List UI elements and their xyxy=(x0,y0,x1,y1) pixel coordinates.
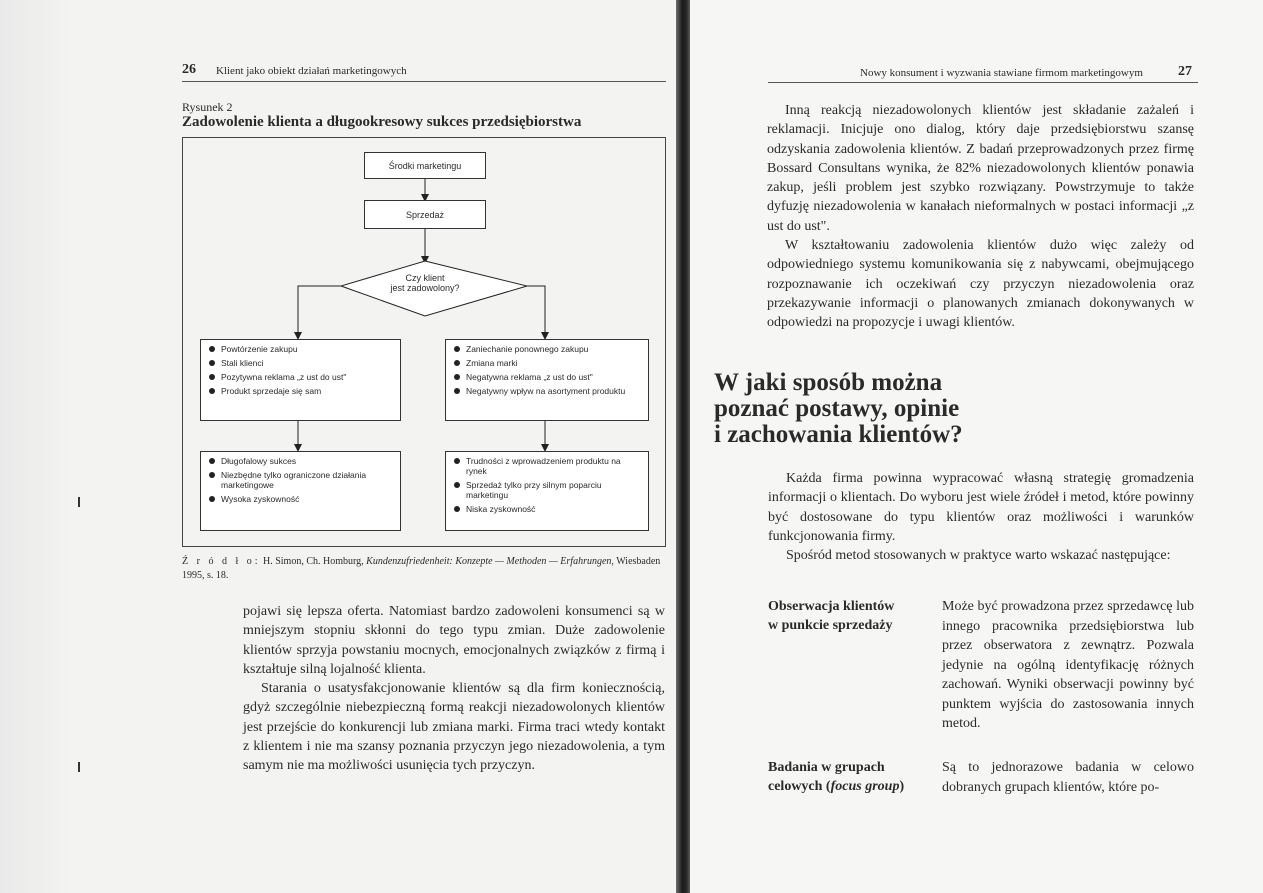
header-rule xyxy=(768,82,1198,83)
heading-line: W jaki sposób można xyxy=(714,369,943,396)
right-page xyxy=(690,0,1263,893)
list-item: Produkt sprzedaje się sam xyxy=(207,386,394,396)
figure-source xyxy=(182,555,666,583)
term-line: w punkcie sprzedaży xyxy=(768,618,893,633)
list-item: Powtórzenie zakupu xyxy=(207,344,394,354)
paragraph: Spośród metod stosowanych w praktyce warto wskazać następujące: xyxy=(786,548,1171,564)
left-page-number: 26 xyxy=(182,62,196,77)
paragraph: W kształtowaniu zadowolenia klientów dużo więc zależy od odpowiedniego systemu komunikowania się z nabywcami, obejmującego rozpoznawanie ich oczekiwań czy przyczyn niezadowolenia oraz przekazywanie informacji o planowanych zmianach dokonywanych w odpowiedzi na propozycje i uwagi klientów. xyxy=(767,238,1194,331)
decision-label xyxy=(371,273,479,293)
margin-mark xyxy=(78,497,80,507)
left-body-text xyxy=(243,602,665,776)
list-item: Zaniechanie ponownego zakupu xyxy=(452,344,642,354)
box-satisfied-effects xyxy=(200,339,401,421)
figure-label: Rysunek 2 xyxy=(182,100,233,114)
heading-line: poznać postawy, opinie xyxy=(714,395,960,422)
term-line xyxy=(768,777,943,796)
list-item: Długofalowy sukces xyxy=(207,456,394,466)
method-term-focus-group xyxy=(768,758,943,796)
page-edge-shadow xyxy=(0,0,70,893)
term-line: Badania w grupach xyxy=(768,760,885,775)
paragraph: Starania o usatysfakcjonowanie klientów są dla firm koniecznością, gdyż szczególnie niebezpieczną formą reakcji niezadowolonych klientów jest przejście do konkurencji lub zmiana marki. Firma traci wtedy kontakt z klientem i nie ma szansy poznania przyczyn jego niezadowolenia, a tym samym nie ma możliwości usunięcia tych przyczyn. xyxy=(243,681,665,774)
heading-line: i zachowania klientów? xyxy=(714,421,963,448)
method-desc-observation: Może być prowadzona przez sprzedawcę lub innego pracownika przedsiębiorstwa lub przez obserwatora z zewnątrz. Pozwala jedynie na ogólną identyfikację różnych zachowań. Wyniki obserwacji powinny być punktem wyjścia do zastosowania innych metod. xyxy=(942,599,1194,731)
list-item: Wysoka zyskowność xyxy=(207,494,394,504)
decision-line-1: Czy klient xyxy=(405,273,445,283)
margin-mark xyxy=(78,762,80,772)
right-page-number: 27 xyxy=(1178,64,1192,79)
term-part: ) xyxy=(899,779,905,794)
source-label: Ź r ó d ł o: xyxy=(182,556,261,567)
decision-line-2: jest zadowolony? xyxy=(390,283,460,293)
paragraph: Inną reakcją niezadowolonych klientów jest składanie zażaleń i reklamacji. Inicjuje ono dialog, który daje przedsiębiorstwu szansę odzyskania zadowolenia klientów. Z badań przeprowadzonych przez firmę Bossard Consultans wynika, że 82% niezadowolonych klientów ponawia zakup, jeśli problem jest szybko rozwiązany. Powstrzymuje to także dyfuzję niezadowolenia w kanałach nieformalnych w postaci informacji „z ust do ust". xyxy=(767,103,1194,234)
list-item: Negatywny wpływ na asortyment produktu xyxy=(452,386,642,396)
paragraph: Każda firma powinna wypracować własną strategię gromadzenia informacji o klientach. Do wyboru jest wiele źródeł i metod, które powinny być dostosowane do typu klientów oraz możliwości i warunków funkcjonowania firmy. xyxy=(768,471,1194,544)
list-item: Negatywna reklama „z ust do ust" xyxy=(452,372,642,382)
list-item: Zmiana marki xyxy=(452,358,642,368)
term-part: celowych ( xyxy=(768,779,831,794)
source-place: Wiesbaden 1995, s. 18. xyxy=(182,556,661,581)
arrow-decision-yes xyxy=(298,286,341,336)
term-line: Obserwacja klientów xyxy=(768,599,895,614)
node-sales: Sprzedaż xyxy=(364,200,486,229)
box-dissatisfied-outcomes xyxy=(445,451,649,531)
right-running-title: Nowy konsument i wyzwania stawiane firmom marketingowym xyxy=(860,67,1143,79)
source-title: Kundenzufriedenheit: Konzepte — Methoden — Erfahrungen, xyxy=(366,556,614,567)
figure-title: Zadowolenie klienta a długookresowy sukces przedsiębiorstwa xyxy=(182,114,582,130)
section-heading xyxy=(714,370,1074,448)
method-desc-focus-group: Są to jednorazowe badania w celowo dobranych grupach klientów, które po- xyxy=(942,760,1194,795)
arrow-decision-no xyxy=(527,286,545,336)
box-dissatisfied-effects xyxy=(445,339,649,421)
source-authors: H. Simon, Ch. Homburg, xyxy=(263,556,364,567)
term-part-italic: focus group xyxy=(830,779,900,794)
list-item: Niska zyskowność xyxy=(452,504,642,514)
list-item: Sprzedaż tylko przy silnym poparciu marketingu xyxy=(452,480,642,500)
list-item: Pozytywna reklama „z ust do ust" xyxy=(207,372,394,382)
method-term-observation xyxy=(768,597,938,635)
header-rule xyxy=(182,81,666,82)
list-item: Trudności z wprowadzeniem produktu na rynek xyxy=(452,456,642,476)
right-intro-text xyxy=(767,101,1194,333)
list-item: Stali klienci xyxy=(207,358,394,368)
paragraph: pojawi się lepsza oferta. Natomiast bardzo zadowoleni konsumenci są w mniejszym stopniu skłonni do tego typu zmian. Duże zadowolenie klientów sprzyja powstaniu mocnych, emocjonalnych związków z firmą i kształtuje silną lojalność klienta. xyxy=(243,604,665,677)
flowchart-frame xyxy=(182,137,666,547)
section-body-text xyxy=(768,469,1194,565)
list-item: Niezbędne tylko ograniczone działania marketingowe xyxy=(207,470,394,490)
node-marketing-means: Środki marketingu xyxy=(364,152,486,179)
box-satisfied-outcomes xyxy=(200,451,401,531)
left-running-title: Klient jako obiekt działań marketingowych xyxy=(216,65,407,77)
